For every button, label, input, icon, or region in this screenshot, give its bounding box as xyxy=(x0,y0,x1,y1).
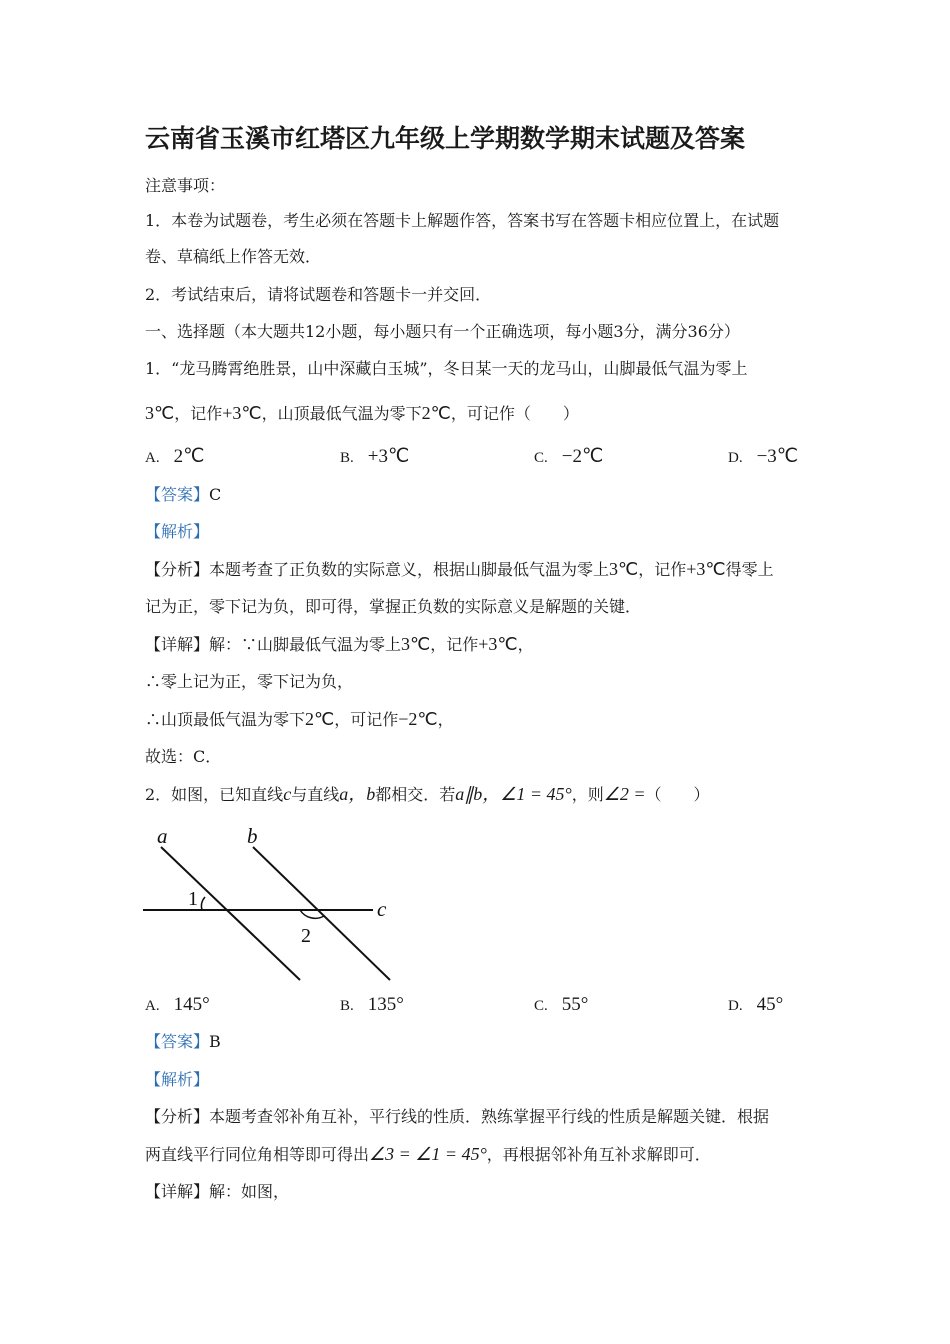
section-1-heading: 一、选择题（本大题共12小题，每小题只有一个正确选项，每小题3分，满分36分） xyxy=(145,322,740,341)
line-a xyxy=(161,847,300,980)
label-2: 2 xyxy=(301,925,311,947)
q1-step-2: ∴零上记为正，零下记为负， xyxy=(145,672,354,691)
label-b: b xyxy=(247,824,258,848)
line-b xyxy=(253,847,390,980)
q1-stem-line-2: 3℃，记作+3℃，山顶最低气温为零下2℃，可记作（ ） xyxy=(145,403,579,423)
q1-option-d: D. −3℃ xyxy=(728,446,799,467)
label-a: a xyxy=(157,824,168,848)
q2-xiangjie: 【详解】解：如图， xyxy=(145,1182,290,1201)
q2-option-b: B. 135° xyxy=(340,994,404,1015)
label-c: c xyxy=(377,897,387,921)
q1-stem-line-1: 1．“龙马腾霄绝胜景，山中深藏白玉城”，冬日某一天的龙马山，山脚最低气温为零上 xyxy=(145,359,748,378)
q2-fenxi-line-1: 【分析】本题考查邻补角互补，平行线的性质．熟练掌握平行线的性质是解题关键．根据 xyxy=(145,1107,770,1126)
q2-fenxi-line-2: 两直线平行同位角相等即可得出∠3 = ∠1 = 45°，再根据邻补角互补求解即可． xyxy=(145,1144,711,1164)
q2-analysis-tag: 【解析】 xyxy=(145,1070,210,1089)
notice-item-2: 2．考试结束后，请将试题卷和答题卡一并交回． xyxy=(145,285,492,304)
q2-option-c: C. 55° xyxy=(534,994,589,1015)
q1-option-a: A. 2℃ xyxy=(145,446,205,467)
q1-fenxi-line-1: 【分析】本题考查了正负数的实际意义，根据山脚最低气温为零上3℃，记作+3℃得零上 xyxy=(145,559,774,579)
document-title: 云南省玉溪市红塔区九年级上学期数学期末试题及答案 xyxy=(145,124,746,153)
q1-conclusion: 故选：C． xyxy=(145,747,222,766)
q1-step-3: ∴山顶最低气温为零下2℃，可记作−2℃， xyxy=(145,709,454,729)
q2-option-a: A. 145° xyxy=(145,994,210,1015)
q1-fenxi-line-2: 记为正，零下记为负，即可得，掌握正负数的实际意义是解题的关键． xyxy=(145,597,642,616)
angle-1-arc xyxy=(201,897,205,910)
notice-item-1-line-2: 卷、草稿纸上作答无效． xyxy=(145,247,322,266)
label-1: 1 xyxy=(188,888,198,910)
parallel-lines-figure xyxy=(140,820,400,990)
q2-stem: 2．如图，已知直线c与直线a，b都相交．若a∥b，∠1 = 45°，则∠2 =（ ） xyxy=(145,784,710,804)
q1-answer: 【答案】C xyxy=(145,485,222,504)
q2-option-d: D. 45° xyxy=(728,994,784,1015)
q1-xiangjie-line-1: 【详解】解：∵山脚最低气温为零上3℃，记作+3℃， xyxy=(145,634,534,654)
notice-heading: 注意事项： xyxy=(145,176,226,195)
q2-answer: 【答案】B xyxy=(145,1032,221,1051)
notice-item-1-line-1: 1．本卷为试题卷，考生必须在答题卡上解题作答，答案书写在答题卡相应位置上，在试题 xyxy=(145,211,780,230)
q1-option-c: C. −2℃ xyxy=(534,446,604,467)
q1-option-b: B. +3℃ xyxy=(340,446,410,467)
q1-analysis-tag: 【解析】 xyxy=(145,522,210,541)
